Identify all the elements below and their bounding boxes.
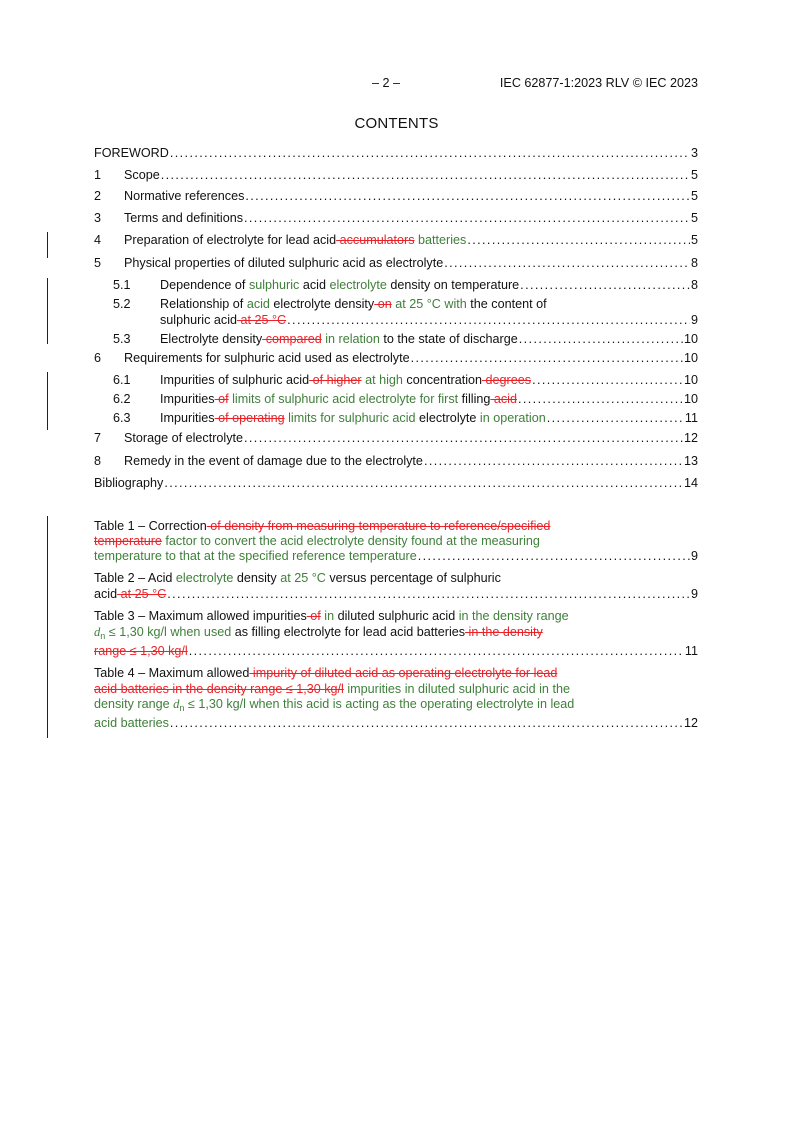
toc-page: 12 <box>683 716 698 730</box>
toc-entry-foreword[interactable] <box>94 146 698 161</box>
deleted-text: of <box>306 609 321 623</box>
section-number: 6.3 <box>113 411 131 425</box>
section-number: 5.1 <box>113 278 131 292</box>
section-number: 1 <box>94 168 102 182</box>
table-entry-4-line1[interactable]: Table 4 – Maximum allowed impurity of diluted acid as operating electrolyte for lead <box>94 666 558 680</box>
inserted-text: density range $d_n \le 1,30$ kg/l when this acid is acting as the operating electrolyte in lead <box>94 697 575 713</box>
toc-label: Bibliography <box>94 476 164 490</box>
table-entry-1-line2[interactable] <box>94 534 540 549</box>
deleted-text: acid <box>490 392 517 406</box>
toc-page: 5 <box>690 233 698 247</box>
toc-entry-storage[interactable] <box>124 431 698 446</box>
deleted-text: range ≤ 1,30 kg/l <box>94 644 188 658</box>
deleted-text: accumulators <box>336 233 415 247</box>
table-entry-4[interactable] <box>94 716 698 731</box>
toc-page: 3 <box>690 146 698 160</box>
toc-page: 10 <box>683 332 698 346</box>
table-entry-4-line3[interactable] <box>94 697 574 712</box>
deleted-text: of operating <box>214 411 285 425</box>
toc-label: Terms and definitions <box>124 211 244 225</box>
inserted-text: limits for sulphuric acid <box>284 411 416 425</box>
toc-page: 11 <box>684 411 698 425</box>
table-entry-3[interactable] <box>94 644 698 659</box>
toc-label: Requirements for sulphuric acid used as electrolyte <box>124 351 410 365</box>
toc-page: 9 <box>690 549 698 563</box>
inserted-text: impurities in diluted sulphuric acid in the <box>343 682 570 696</box>
page-number: – 2 – <box>372 76 401 90</box>
toc-label: Normative references <box>124 189 245 203</box>
deleted-text: degrees <box>482 373 532 387</box>
toc-page: 8 <box>690 278 698 292</box>
toc-entry-terms-definitions[interactable] <box>124 211 698 226</box>
toc-page: 14 <box>683 476 698 490</box>
inserted-text: acid <box>246 297 270 311</box>
toc-page: 11 <box>684 644 698 658</box>
toc-entry-preparation-electrolyte[interactable]: Preparation of electrolyte for lead acid accumulators batteries . . . 5 <box>124 233 698 248</box>
toc-entry-relationship[interactable]: sulphuric acid at 25 °C . . . 9 <box>160 313 698 328</box>
section-number: 6 <box>94 351 102 365</box>
inserted-text: limits of sulphuric acid electrolyte for first <box>228 392 459 406</box>
deleted-text: at 25 °C <box>117 587 167 601</box>
inserted-text: electrolyte <box>175 571 234 585</box>
change-bar <box>47 372 48 430</box>
toc-label: Remedy in the event of damage due to the electrolyte <box>124 454 423 468</box>
deleted-text: temperature <box>94 534 162 548</box>
table-entry-1-line1[interactable]: Table 1 – Correction of density from measuring temperature to reference/specified <box>94 519 551 533</box>
toc-page: 10 <box>683 373 698 387</box>
table-entry-1[interactable] <box>94 549 698 564</box>
toc-page: 13 <box>683 454 698 468</box>
toc-page: 10 <box>683 392 698 406</box>
page-header <box>94 76 698 92</box>
deleted-text: of <box>214 392 229 406</box>
toc-label: Storage of electrolyte <box>124 431 244 445</box>
toc-entry-density-discharge[interactable]: Electrolyte density compared in relation to the state of discharge . . . 10 <box>160 332 698 347</box>
page-title: CONTENTS <box>354 115 439 132</box>
document-reference: IEC 62877-1:2023 RLV © IEC 2023 <box>499 76 698 90</box>
table-entry-2-line1[interactable]: Table 2 – Acid electrolyte density at 25 °C versus percentage of sulphuric <box>94 571 501 585</box>
toc-label: Scope <box>124 168 160 182</box>
toc-label: Physical properties of diluted sulphuric acid as electrolyte <box>124 256 444 270</box>
toc-page: 9 <box>690 587 698 601</box>
inserted-text: batteries <box>414 233 467 247</box>
section-number: 5.3 <box>113 332 131 346</box>
section-number: 7 <box>94 431 102 445</box>
toc-entry-requirements[interactable] <box>124 351 698 366</box>
toc-entry-relationship-line1[interactable]: Relationship of acid electrolyte density on at 25 °C with the content of <box>160 297 547 311</box>
deleted-text: of higher <box>309 373 362 387</box>
section-number: 4 <box>94 233 102 247</box>
toc-label: FOREWORD <box>94 146 169 160</box>
toc-entry-remedy[interactable] <box>124 454 698 469</box>
inserted-text: temperature to that at the specified reference temperature <box>94 549 417 563</box>
inserted-text: sulphuric <box>248 278 300 292</box>
change-bar <box>47 278 48 344</box>
deleted-text: compared <box>262 332 322 346</box>
deleted-text: impurity of diluted acid as operating electrolyte for lead <box>249 666 558 680</box>
inserted-text: at 25 °C with <box>391 297 467 311</box>
table-entry-2[interactable]: acid at 25 °C . . . 9 <box>94 587 698 602</box>
toc-entry-impurities-concentration[interactable]: Impurities of sulphuric acid of higher at high concentration degrees . . . 10 <box>160 373 698 388</box>
section-number: 6.1 <box>113 373 131 387</box>
inserted-text: in the density range <box>458 609 569 623</box>
toc-entry-impurities-filling[interactable]: Impurities of limits of sulphuric acid electrolyte for first filling acid . . . 10 <box>160 392 698 407</box>
inserted-text: acid batteries <box>94 716 169 730</box>
table-entry-4-line2[interactable] <box>94 682 570 697</box>
inserted-text: $d_n \le 1,30$ kg/l when used <box>94 625 232 641</box>
inserted-text: at high <box>361 373 403 387</box>
inserted-text: in <box>320 609 335 623</box>
toc-page: 8 <box>690 256 698 270</box>
section-number: 5.2 <box>113 297 131 311</box>
toc-entry-bibliography[interactable] <box>94 476 698 491</box>
deleted-text: in the density <box>465 625 543 639</box>
deleted-text: acid batteries in the density range ≤ 1,30 kg/l <box>94 682 344 696</box>
change-bar <box>47 232 48 258</box>
deleted-text: at 25 °C <box>237 313 287 327</box>
toc-page: 10 <box>683 351 698 365</box>
change-bar <box>47 516 48 738</box>
toc-entry-impurities-operation[interactable]: Impurities of operating limits for sulphuric acid electrolyte in operation . . . 11 <box>160 411 698 426</box>
table-entry-3-line1[interactable]: Table 3 – Maximum allowed impurities of in diluted sulphuric acid in the density range <box>94 609 569 623</box>
inserted-text: electrolyte <box>329 278 387 292</box>
toc-entry-normative-references[interactable] <box>124 189 698 204</box>
inserted-text: at 25 °C <box>280 571 326 585</box>
inserted-text: in operation <box>476 411 546 425</box>
section-number: 8 <box>94 454 102 468</box>
section-number: 3 <box>94 211 102 225</box>
table-entry-3-line2[interactable]: $d_n \le 1,30$ kg/l when used as filling electrolyte for lead acid batteries in the density <box>94 625 543 641</box>
toc-page: 5 <box>690 211 698 225</box>
deleted-text: on <box>374 297 392 311</box>
section-number: 6.2 <box>113 392 131 406</box>
toc-entry-density-temperature[interactable]: Dependence of sulphuric acid electrolyte density on temperature . . . 8 <box>160 278 698 293</box>
toc-page: 5 <box>690 168 698 182</box>
toc-page: 12 <box>683 431 698 445</box>
section-number: 2 <box>94 189 102 203</box>
toc-entry-scope[interactable] <box>124 168 698 183</box>
toc-page: 9 <box>690 313 698 327</box>
section-number: 5 <box>94 256 102 270</box>
inserted-text: factor to convert the acid electrolyte density found at the measuring <box>161 534 540 548</box>
deleted-text: of density from measuring temperature to reference/specified <box>206 519 551 533</box>
inserted-text: in relation <box>321 332 380 346</box>
toc-entry-physical-properties[interactable] <box>124 256 698 271</box>
toc-page: 5 <box>690 189 698 203</box>
